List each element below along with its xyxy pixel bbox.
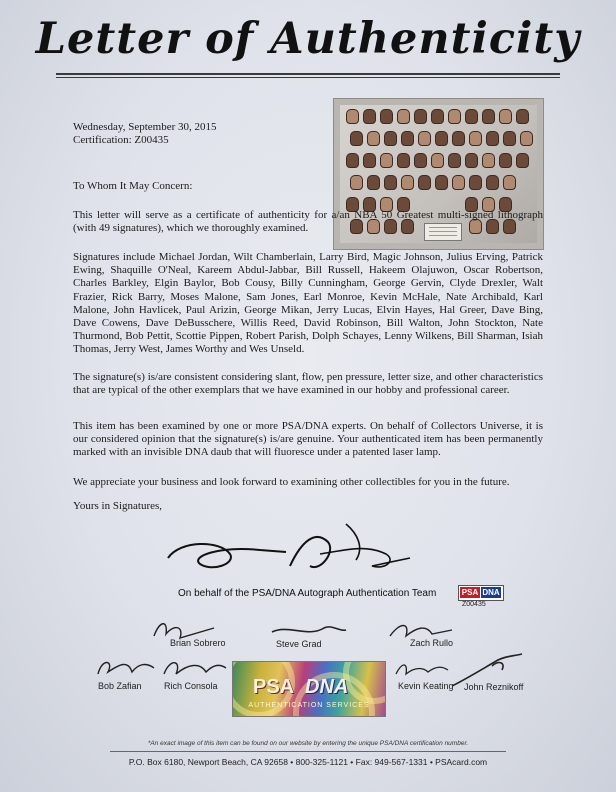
portrait	[384, 131, 397, 146]
expert-name: Steve Grad	[276, 639, 322, 649]
portrait	[465, 153, 478, 168]
portrait	[516, 153, 529, 168]
paragraph-appreciation: We appreciate your business and look forward to examining other collectibles for you in the future.	[73, 476, 510, 488]
hologram-dna-text: DNA	[305, 676, 349, 698]
portrait	[452, 131, 465, 146]
expert-name: Kevin Keating	[398, 681, 454, 691]
title-divider	[56, 73, 560, 75]
main-signature	[160, 520, 420, 590]
paragraph-signature-list: Signatures include Michael Jordan, Wilt Chamberlain, Larry Bird, Magic Johnson, Julius Erving, Patrick Ewing, Shaquille O'Neal, Kareem Abdul-Jabbar, Bill Russell, Hakeem Olajuwon, Oscar Robertson, Charles Barkley, Elgin Baylor, Bob Cousy, Billy Cunningham, George Gervin, Clyde Drexler, Walt Frazier, Rick Barry, Moses Malone, Sam Jones, Earl Monroe, Kevin McHale, Nate Archibald, Karl Malone, John Havlicek, Paul Arizin, George Mikan, Jerry Lucas, Elvin Hayes, Hal Greer, Dave Bing, Dave Cowens, Dave DeBusschere, Willis Reed, David Robinson, Bill Walton, John Stockton, Nate Thurmond, Bob Pettit, Scottie Pippen, Robert Parish, Dolph Schayes, Lenny Wilkens, Bill Sharman, Isiah Thomas, Jerry West, James Worthy and Wes Unseld.	[73, 251, 543, 356]
portrait	[397, 109, 410, 124]
portrait	[465, 109, 478, 124]
portrait	[448, 153, 461, 168]
portrait	[363, 109, 376, 124]
paragraph-consistency: The signature(s) is/are consistent considering slant, flow, pen pressure, letter size, and other characteristics that are typical of the other exemplars that we have examined in our hobby and professional career.	[73, 371, 543, 397]
sticker-dna-label: DNA	[482, 588, 500, 597]
portrait	[431, 153, 444, 168]
psa-dna-hologram	[232, 661, 386, 717]
title-divider-thin	[56, 77, 560, 78]
portrait	[346, 109, 359, 124]
portrait	[469, 131, 482, 146]
sticker-code: Z00435	[462, 601, 486, 608]
portrait	[499, 109, 512, 124]
paragraph-item-description: This letter will serve as a certificate of authenticity for a/an NBA 50 Greatest multi-signed lithograph (with 49 signatures), which we thoroughly examined.	[73, 209, 543, 235]
portrait	[380, 109, 393, 124]
behalf-caption: On behalf of the PSA/DNA Autograph Authentication Team	[178, 588, 437, 599]
portrait	[482, 109, 495, 124]
portrait	[516, 109, 529, 124]
portrait	[499, 153, 512, 168]
psa-dna-sticker	[458, 585, 504, 601]
portrait	[414, 109, 427, 124]
portrait	[486, 131, 499, 146]
signature-kevin-keating	[392, 656, 452, 682]
signature-rich-consola	[160, 654, 230, 682]
contact-footer: P.O. Box 6180, Newport Beach, CA 92658 • 800-325-1121 • Fax: 949-567-1331 • PSAcard.com	[128, 757, 488, 767]
letter-date: Wednesday, September 30, 2015	[73, 121, 217, 133]
certification-number: Certification: Z00435	[73, 134, 169, 146]
expert-name: John Reznikoff	[464, 682, 524, 692]
portrait	[435, 131, 448, 146]
letter-title: Letter of Authenticity	[35, 14, 581, 64]
hologram-psa-text: PSA	[253, 676, 295, 698]
portrait	[482, 153, 495, 168]
portrait	[380, 153, 393, 168]
expert-name: Brian Sobrero	[170, 638, 226, 648]
portrait	[503, 131, 516, 146]
salutation: To Whom It May Concern:	[73, 180, 193, 192]
footer-divider	[110, 751, 506, 752]
sticker-psa-label: PSA	[461, 588, 479, 597]
portrait	[346, 153, 359, 168]
closing: Yours in Signatures,	[73, 500, 163, 512]
portrait	[401, 131, 414, 146]
portrait	[431, 109, 444, 124]
expert-name: Bob Zafian	[98, 681, 142, 691]
footnote: *An exact image of this item can be found on our website by entering the unique PSA/DNA certification number.	[147, 740, 469, 747]
signature-bob-zafian	[94, 654, 158, 682]
portrait	[367, 131, 380, 146]
portrait	[418, 131, 431, 146]
portrait	[414, 153, 427, 168]
portrait	[520, 131, 533, 146]
portrait	[397, 153, 410, 168]
portrait	[448, 109, 461, 124]
portrait	[350, 131, 363, 146]
expert-name: Rich Consola	[164, 681, 218, 691]
paragraph-examination: This item has been examined by one or more PSA/DNA experts. On behalf of Collectors Universe, it is our considered opinion that the signature(s) is/are genuine. Your authenticated item has been permanently marked with an invisible DNA daub that will fluoresce under a patented laser lamp.	[73, 420, 543, 459]
portrait	[363, 153, 376, 168]
expert-name: Zach Rullo	[410, 638, 454, 648]
hologram-subtitle: AUTHENTICATION SERVICES	[248, 702, 370, 709]
